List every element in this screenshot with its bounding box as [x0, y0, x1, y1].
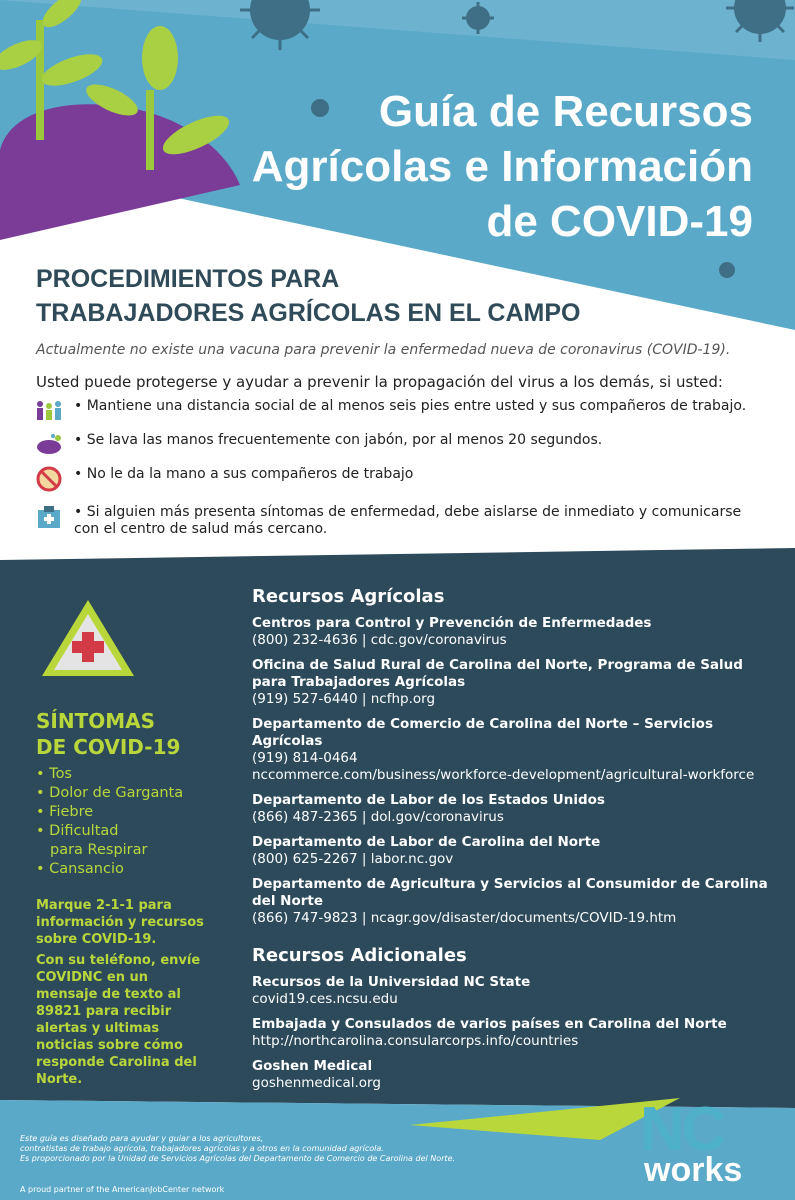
list-item: • Cansancio — [36, 860, 183, 879]
resource-name: Recursos de la Universidad NC State — [252, 974, 531, 990]
resource-link[interactable]: covid19.ces.ncsu.edu — [252, 991, 398, 1007]
title-line: de COVID-19 — [486, 197, 753, 246]
disclaimer-line: Es proporcionado por la Unidad de Servicios Agrícolas del Departamento de Comercio de Carolina del Norte. — [20, 1154, 456, 1163]
no-handshake-icon — [34, 466, 64, 492]
resource-contact[interactable]: (919) 527-6440 | ncfhp.org — [252, 691, 436, 707]
list-item: • Tos — [36, 765, 183, 784]
list-item: • Dolor de Garganta — [36, 784, 183, 803]
resource-name: Departamento de Agricultura y Servicios al Consumidor de Carolina del Norte — [252, 876, 768, 909]
procedures-heading-line: TRABAJADORES AGRÍCOLAS EN EL CAMPO — [36, 299, 581, 327]
additional-resources-heading: Recursos Adicionales — [252, 945, 467, 966]
disclaimer-text — [20, 1134, 490, 1164]
resource-name: Departamento de Labor de los Estados Unidos — [252, 792, 605, 808]
page-title — [193, 84, 753, 249]
vaccine-note: Actualmente no existe una vacuna para prevenir la enfermedad nueva de coronavirus (COVID-19). — [36, 342, 731, 358]
resource-item — [252, 876, 772, 927]
resource-name: Centros para Control y Prevención de Enfermedades — [252, 615, 652, 631]
resources-section — [252, 586, 772, 1100]
resource-name: Departamento de Comercio de Carolina del Norte – Servicios Agrícolas — [252, 716, 713, 749]
symptoms-heading-line: SÍNTOMAS — [36, 709, 156, 733]
bullet-item — [34, 398, 754, 424]
title-line: Agrícolas e Información — [251, 142, 753, 191]
intro-text: Usted puede protegerse y ayudar a prevenir la propagación del virus a los demás, si usted: — [36, 373, 723, 391]
resource-item — [252, 834, 772, 868]
symptoms-heading — [36, 708, 180, 760]
resource-name: Departamento de Labor de Carolina del Norte — [252, 834, 601, 850]
resource-item — [252, 657, 772, 708]
call-211-text: Marque 2-1-1 para información y recursos sobre COVID-19. — [36, 898, 204, 947]
ncworks-logo-works: works — [644, 1151, 743, 1189]
bullet-item — [34, 466, 754, 492]
text-message-info: Con su teléfono, envíe COVIDNC en un mensaje de texto al 89821 para recibir alertas y ultimas noticias sobre cómo responde Carolina del Norte. — [36, 953, 201, 1087]
list-item: para Respirar — [50, 842, 148, 858]
agricultural-resources-heading: Recursos Agrícolas — [252, 586, 445, 607]
disclaimer-line: contratistas de trabajo agrícola, trabajadores agrícolas y a otros en la comunidad agrícola. — [20, 1144, 384, 1153]
resource-link[interactable]: http://northcarolina.consularcorps.info/countries — [252, 1033, 579, 1049]
symptoms-list — [36, 765, 183, 879]
resource-name: Goshen Medical — [252, 1058, 373, 1074]
resource-link[interactable]: goshenmedical.org — [252, 1075, 381, 1091]
resource-link[interactable]: nccommerce.com/business/workforce-development/agricultural-workforce — [252, 767, 755, 783]
bullet-item — [34, 504, 754, 538]
resource-contact[interactable]: (919) 814-0464 — [252, 750, 358, 766]
resource-item — [252, 615, 772, 649]
list-item: • Dificultad — [36, 822, 183, 841]
procedures-heading — [36, 262, 580, 330]
partner-note: A proud partner of the AmericanJobCenter network — [20, 1185, 225, 1194]
resource-item — [252, 1016, 772, 1050]
resource-name: Embajada y Consulados de varios países en Carolina del Norte — [252, 1016, 727, 1032]
resource-item — [252, 716, 772, 784]
symptoms-heading-line: DE COVID-19 — [36, 735, 181, 759]
disclaimer-line: Este guía es diseñado para ayudar y guiar a los agricultores, — [20, 1134, 264, 1143]
people-distance-icon — [34, 398, 64, 424]
bullet-text: • No le da la mano a sus compañeros de trabajo — [74, 466, 413, 483]
resource-name: Oficina de Salud Rural de Carolina del Norte, Programa de Salud para Trabajadores Agrícolas — [252, 657, 743, 690]
resource-contact[interactable]: (800) 625-2267 | labor.nc.gov — [252, 851, 454, 867]
resource-item — [252, 1058, 772, 1092]
resource-contact[interactable]: (866) 747-9823 | ncagr.gov/disaster/documents/COVID-19.htm — [252, 910, 677, 926]
procedures-heading-line: PROCEDIMIENTOS PARA — [36, 265, 340, 293]
bullet-text: • Se lava las manos frecuentemente con jabón, por al menos 20 segundos. — [74, 432, 602, 449]
bullet-text: • Mantiene una distancia social de al menos seis pies entre usted y sus compañeros de trabajo. — [74, 398, 746, 415]
resource-contact[interactable]: (800) 232-4636 | cdc.gov/coronavirus — [252, 632, 507, 648]
health-center-icon — [34, 504, 64, 530]
resource-item — [252, 792, 772, 826]
resource-item — [252, 974, 772, 1008]
hand-washing-icon — [34, 432, 64, 458]
resource-contact[interactable]: (866) 487-2365 | dol.gov/coronavirus — [252, 809, 504, 825]
title-line: Guía de Recursos — [378, 87, 753, 136]
list-item: • Fiebre — [36, 803, 183, 822]
ncworks-logo-nc: NC — [640, 1095, 724, 1164]
bullet-text: • Si alguien más presenta síntomas de enfermedad, debe aislarse de inmediato y comunicarse con el centro de salud más cercano. — [74, 504, 754, 538]
bullet-item — [34, 432, 754, 458]
